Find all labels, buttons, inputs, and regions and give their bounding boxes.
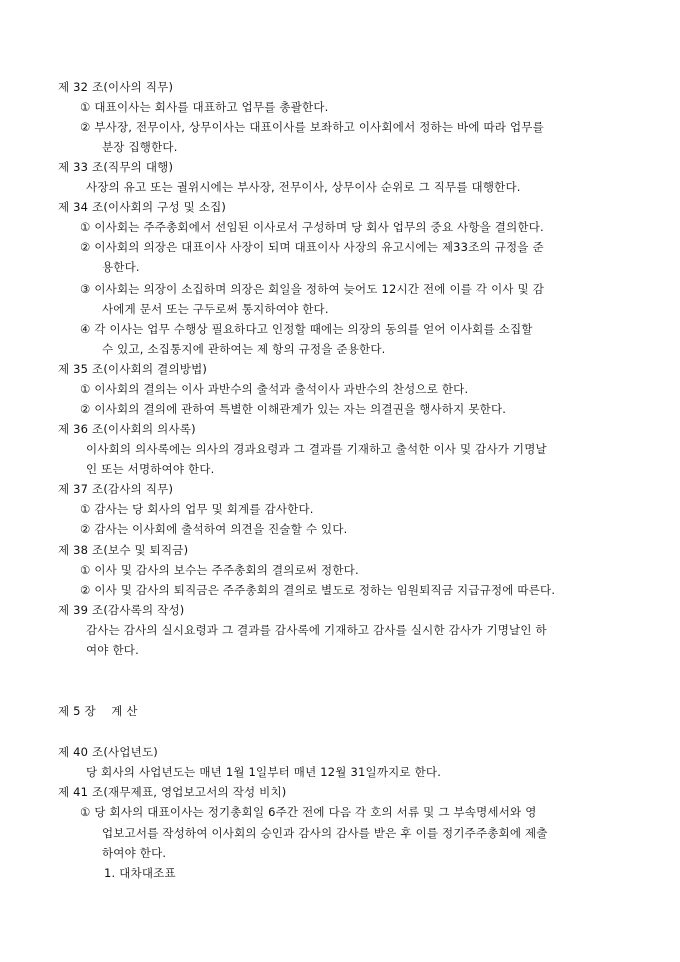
- article-38-item-1: ① 이사 및 감사의 보수는 주주총회의 결의로써 정한다.: [80, 563, 359, 577]
- article-37-title: 제 37 조(감사의 직무): [58, 482, 174, 496]
- article-36-title: 제 36 조(이사회의 의사록): [58, 422, 196, 436]
- article-34-title: 제 34 조(이사회의 구성 및 소집): [58, 200, 227, 214]
- article-36-body: 이사회의 의사록에는 의사의 경과요령과 그 결과를 기재하고 출석한 이사 및 감사가 기명날: [86, 442, 547, 456]
- article-39-body-cont: 여야 한다.: [86, 643, 139, 657]
- article-38-title: 제 38 조(보수 및 퇴직금): [58, 543, 189, 557]
- article-32-title: 제 32 조(이사의 직무): [58, 80, 174, 94]
- article-40-body: 당 회사의 사업년도는 매년 1월 1일부터 매년 12월 31일까지로 한다.: [86, 765, 442, 779]
- article-36-body-cont: 인 또는 서명하여야 한다.: [86, 462, 215, 476]
- article-41-sub-item-1: 1. 대차대조표: [104, 866, 176, 880]
- article-39-title: 제 39 조(감사록의 작성): [58, 603, 185, 617]
- article-37-item-2: ② 감사는 이사회에 출석하여 의견을 진술할 수 있다.: [80, 522, 348, 536]
- article-38-item-2: ② 이사 및 감사의 퇴직금은 주주총회의 결의로 별도로 정하는 임원퇴직금 지급규정에 따른다.: [80, 583, 556, 597]
- article-34-item-2-cont: 용한다.: [102, 260, 140, 274]
- article-34-item-4: ④ 각 이사는 업무 수행상 필요하다고 인정할 때에는 의장의 동의를 얻어 이사회를 소집할: [80, 322, 533, 336]
- article-39-body: 감사는 감사의 실시요령과 그 결과를 감사록에 기재하고 감사를 실시한 감사가 기명날인 하: [86, 623, 547, 637]
- article-33-body: 사장의 유고 또는 궐위시에는 부사장, 전무이사, 상무이사 순위로 그 직무를 대행한다.: [86, 180, 521, 194]
- article-41-title: 제 41 조(재무제표, 영업보고서의 작성 비치): [58, 785, 287, 799]
- article-37-item-1: ① 감사는 당 회사의 업무 및 회계를 감사한다.: [80, 502, 314, 516]
- article-40-title: 제 40 조(사업년도): [58, 745, 158, 759]
- article-33-title: 제 33 조(직무의 대행): [58, 160, 174, 174]
- article-32-item-1: ① 대표이사는 회사를 대표하고 업무를 총괄한다.: [80, 100, 329, 114]
- article-34-item-2: ② 이사회의 의장은 대표이사 사장이 되며 대표이사 사장의 유고시에는 제33조의 규정을 준: [80, 240, 544, 254]
- article-35-item-2: ② 이사회의 결의에 관하여 특별한 이해관계가 있는 자는 의결권을 행사하지 못한다.: [80, 402, 507, 416]
- article-35-title: 제 35 조(이사회의 결의방법): [58, 362, 208, 376]
- article-41-item-1-cont: 업보고서를 작성하여 이사회의 승인과 감사의 감사를 받은 후 이를 정기주주총회에 제출: [102, 826, 548, 840]
- article-35-item-1: ① 이사회의 결의는 이사 과반수의 출석과 출석이사 과반수의 찬성으로 한다.: [80, 382, 469, 396]
- article-34-item-1: ① 이사회는 주주총회에서 선임된 이사로서 구성하며 당 회사 업무의 중요 사항을 결의한다.: [80, 220, 544, 234]
- article-32-item-2: ② 부사장, 전무이사, 상무이사는 대표이사를 보좌하고 이사회에서 정하는 바에 따라 업무를: [80, 120, 544, 134]
- article-34-item-4-cont: 수 있고, 소집통지에 관하여는 제 항의 규정을 준용한다.: [102, 342, 386, 356]
- article-34-item-3-cont: 사에게 문서 또는 구두로써 통지하여야 한다.: [102, 302, 329, 316]
- article-34-item-3: ③ 이사회는 의장이 소집하며 의장은 회일을 정하여 늦어도 12시간 전에 이를 각 이사 및 감: [80, 282, 545, 296]
- article-41-item-1-cont-2: 하여야 한다.: [102, 846, 167, 860]
- article-41-item-1: ① 당 회사의 대표이사는 정기총회일 6주간 전에 다음 각 호의 서류 및 그 부속명세서와 영: [80, 805, 537, 819]
- chapter-5-heading: 제 5 장 계 산: [58, 704, 138, 718]
- article-32-item-2-cont: 분장 집행한다.: [102, 140, 178, 154]
